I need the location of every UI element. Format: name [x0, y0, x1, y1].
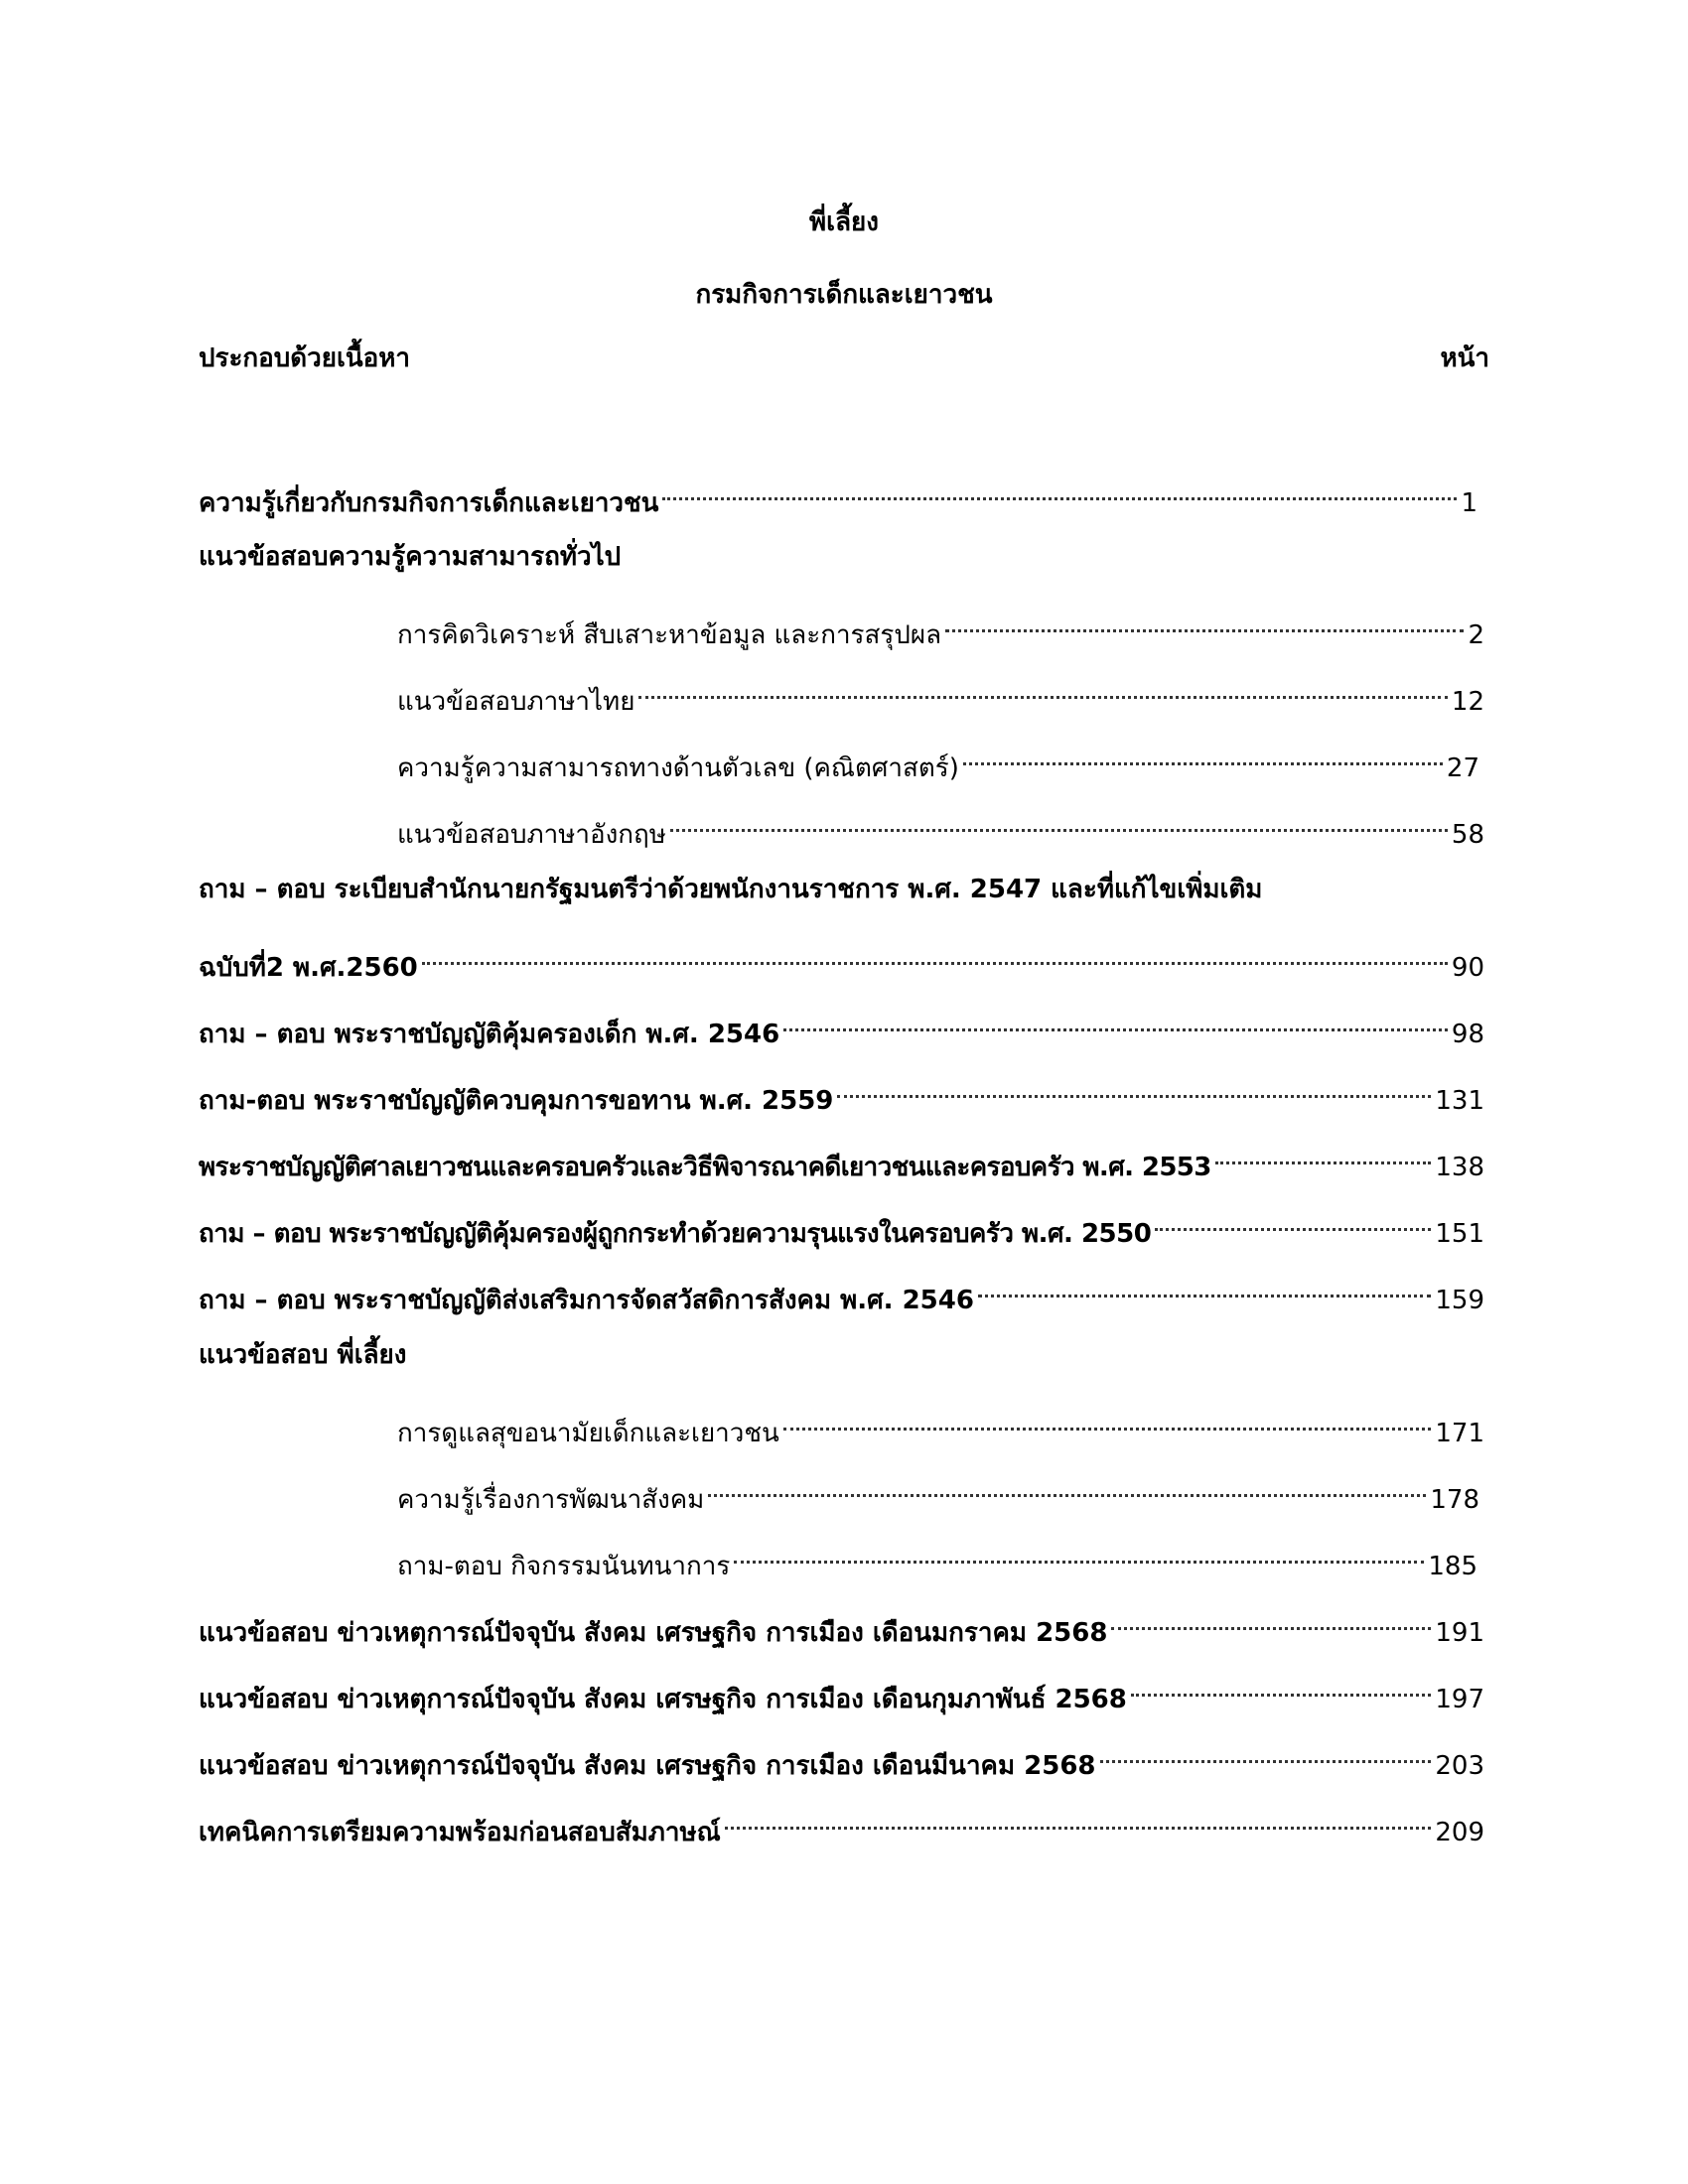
dot-leader: [1131, 1668, 1432, 1707]
toc-entry-page: 90: [1451, 953, 1484, 983]
toc-entry-label: แนวข้อสอบภาษาอังกฤษ: [397, 820, 666, 850]
page-column-header: หน้า: [1440, 343, 1489, 373]
toc-entry-label: ถาม – ตอบ พระราชบัญญัติส่งเสริมการจัดสวัสดิการสังคม พ.ศ. 2546: [199, 1286, 974, 1315]
toc-entry-page: 12: [1451, 687, 1484, 717]
toc-entry-page: 131: [1435, 1086, 1484, 1116]
toc-entry[interactable]: [397, 1402, 1484, 1448]
dot-leader: [708, 1468, 1426, 1508]
toc-entry[interactable]: [199, 1734, 1484, 1781]
toc-entry-page: 1: [1461, 488, 1477, 518]
toc-entry[interactable]: [199, 1601, 1484, 1648]
toc-entry-page: 159: [1435, 1286, 1484, 1315]
dot-leader: [422, 936, 1448, 976]
toc-entry-page: 203: [1435, 1751, 1484, 1781]
dot-leader: [783, 1003, 1448, 1042]
toc-entry[interactable]: [397, 803, 1484, 850]
toc-entry-page: 98: [1451, 1020, 1484, 1049]
toc-entry-label: ความรู้เกี่ยวกับกรมกิจการเด็กและเยาวชน: [199, 488, 659, 518]
toc-entry[interactable]: [199, 1668, 1484, 1714]
toc-entry-continued-label: ถาม – ตอบ ระเบียบสำนักนายกรัฐมนตรีว่าด้วยพนักงานราชการ พ.ศ. 2547 และที่แก้ไขเพิ่มเติม: [199, 875, 1263, 904]
toc-entry-label: ถาม – ตอบ พระราชบัญญัติคุ้มครองเด็ก พ.ศ. 2546: [199, 1020, 780, 1049]
toc-entry[interactable]: [199, 1003, 1484, 1049]
toc-entry[interactable]: [397, 737, 1479, 783]
toc-section-heading: แนวข้อสอบความรู้ความสามารถทั่วไป: [199, 542, 622, 572]
toc-entry-page: 197: [1435, 1685, 1484, 1714]
toc-entry-label: แนวข้อสอบ ข่าวเหตุการณ์ปัจจุบัน สังคม เศรษฐกิจ การเมือง เดือนกุมภาพันธ์ 2568: [199, 1685, 1127, 1714]
toc-entry[interactable]: [397, 1468, 1479, 1515]
toc-entry-page: 58: [1451, 820, 1484, 850]
dot-leader: [783, 1402, 1432, 1441]
toc-entry-label: การคิดวิเคราะห์ สืบเสาะหาข้อมูล และการสรุปผล: [397, 620, 942, 650]
toc-entry[interactable]: [397, 670, 1484, 717]
toc-entry-page: 138: [1435, 1153, 1484, 1182]
toc-entry[interactable]: [199, 1801, 1484, 1847]
toc-entry-label: พระราชบัญญัติศาลเยาวชนและครอบครัวและวิธีพิจารณาคดีเยาวชนและครอบครัว พ.ศ. 2553: [199, 1153, 1211, 1182]
toc-entry-page: 191: [1435, 1618, 1484, 1648]
toc-entry[interactable]: [199, 472, 1477, 518]
toc-entry-label: แนวข้อสอบภาษาไทย: [397, 687, 635, 717]
dot-leader: [638, 670, 1447, 710]
dot-leader: [1215, 1136, 1432, 1175]
toc-entry-page: 2: [1468, 620, 1484, 650]
dot-leader: [1100, 1734, 1432, 1774]
document-title: พี่เลี้ยง: [809, 207, 879, 237]
toc-section-heading: แนวข้อสอบ พี่เลี้ยง: [199, 1340, 407, 1370]
toc-entry-label: แนวข้อสอบ ข่าวเหตุการณ์ปัจจุบัน สังคม เศรษฐกิจ การเมือง เดือนมกราคม 2568: [199, 1618, 1108, 1648]
toc-entry-label: การดูแลสุขอนามัยเด็กและเยาวชน: [397, 1419, 779, 1448]
toc-entry-page: 171: [1435, 1419, 1484, 1448]
toc-entry-page: 27: [1446, 753, 1479, 783]
toc-entry[interactable]: [199, 1202, 1484, 1249]
dot-leader: [670, 803, 1448, 843]
dot-leader: [662, 472, 1457, 511]
dot-leader: [837, 1069, 1431, 1109]
toc-entry[interactable]: [397, 1535, 1477, 1581]
toc-entry-label: ถาม – ตอบ พระราชบัญญัติคุ้มครองผู้ถูกกระทำด้วยความรุนแรงในครอบครัว พ.ศ. 2550: [199, 1219, 1152, 1249]
toc-entry-page: 151: [1435, 1219, 1484, 1249]
document-subtitle: กรมกิจการเด็กและเยาวชน: [695, 280, 993, 310]
dot-leader: [978, 1269, 1431, 1308]
toc-entry-label: เทคนิคการเตรียมความพร้อมก่อนสอบสัมภาษณ์: [199, 1818, 721, 1847]
toc-entry[interactable]: [199, 1269, 1484, 1315]
toc-entry[interactable]: [199, 1069, 1484, 1116]
contents-header: ประกอบด้วยเนื้อหา: [199, 343, 411, 373]
dot-leader: [734, 1535, 1424, 1574]
toc-entry[interactable]: [199, 936, 1484, 983]
toc-entry-page: 209: [1435, 1818, 1484, 1847]
toc-entry-label: แนวข้อสอบ ข่าวเหตุการณ์ปัจจุบัน สังคม เศรษฐกิจ การเมือง เดือนมีนาคม 2568: [199, 1751, 1096, 1781]
dot-leader: [963, 737, 1443, 776]
toc-entry[interactable]: [397, 604, 1484, 650]
dot-leader: [1155, 1202, 1431, 1242]
dot-leader: [1111, 1601, 1431, 1641]
toc-entry-label: ความรู้เรื่องการพัฒนาสังคม: [397, 1485, 705, 1515]
toc-entry-page: 185: [1428, 1552, 1477, 1581]
dot-leader: [725, 1801, 1432, 1841]
toc-entry-page: 178: [1430, 1485, 1479, 1515]
toc-entry-label: ถาม-ตอบ กิจกรรมนันทนาการ: [397, 1552, 731, 1581]
dot-leader: [945, 604, 1464, 643]
toc-entry-label: ความรู้ความสามารถทางด้านตัวเลข (คณิตศาสตร์): [397, 753, 959, 783]
toc-entry-label: ถาม-ตอบ พระราชบัญญัติควบคุมการขอทาน พ.ศ. 2559: [199, 1086, 834, 1116]
toc-entry-label: ฉบับที่2 พ.ศ.2560: [199, 953, 418, 983]
toc-entry[interactable]: [199, 1136, 1484, 1182]
